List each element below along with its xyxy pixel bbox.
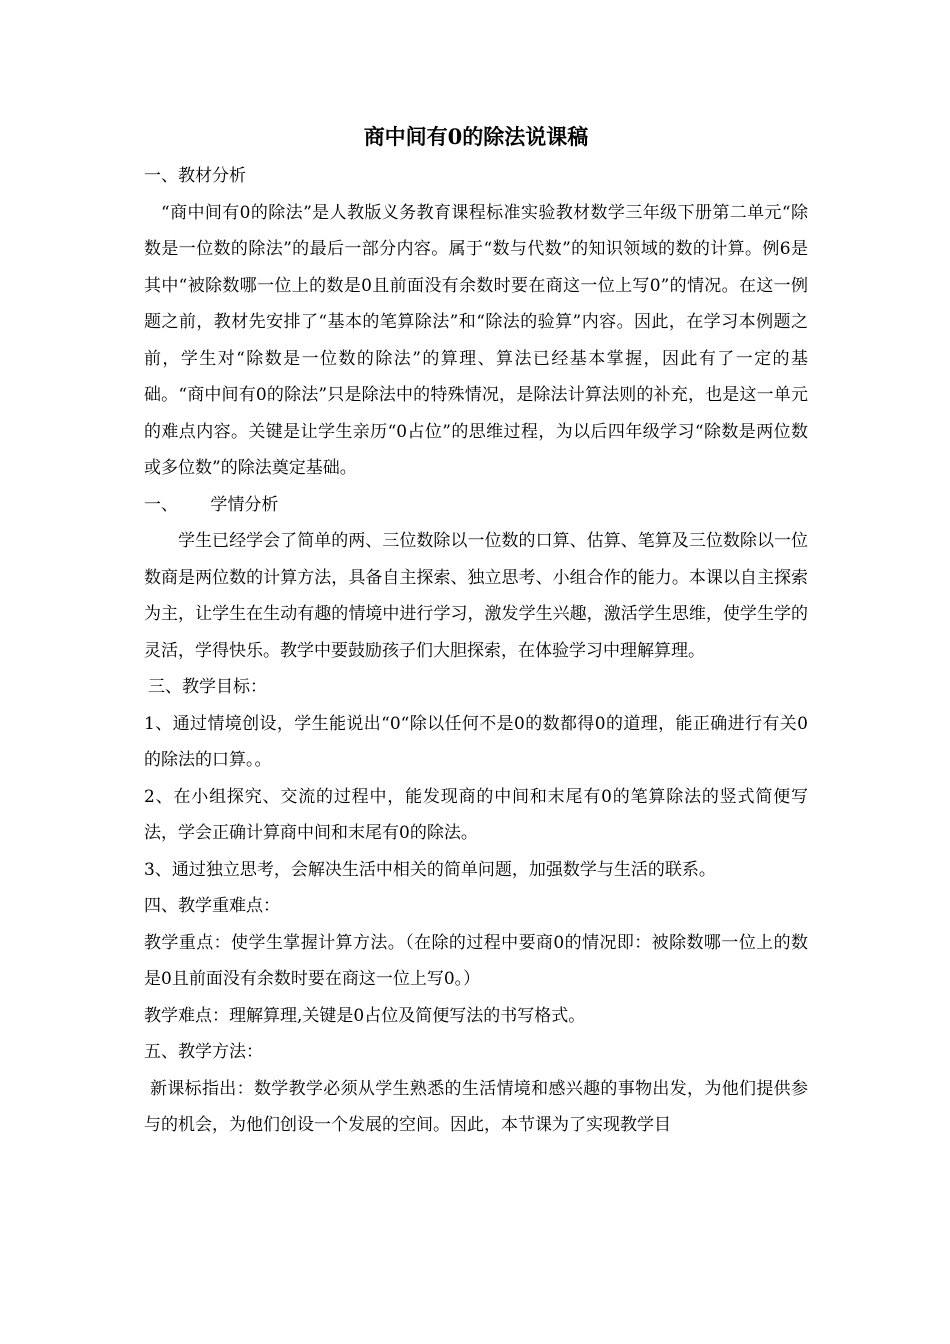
section-heading-textbook-analysis: 一、教材分析 (144, 166, 246, 186)
document-title: 商中间有0的除法说课稿 (363, 124, 589, 149)
section-heading-teaching-goals: 三、教学目标： (148, 677, 267, 697)
paragraph-student-analysis: 学生已经学会了简单的两、三位数除以一位数的口算、估算、笔算及三位数除以一位数商是两位数的计算方法，具备自主探索、独立思考、小组合作的能力。本课以自主探索为主，让学生在生动有趣的情境中进行学习，激发学生兴趣，激活学生思维，使学生学的灵活，学得快乐。教学中要鼓励孩子们大胆探索，在体验学习中理解算理。 (144, 531, 808, 661)
list-item-goal-3: 3、通过独立思考，会解决生活中相关的简单问题，加强数学与生活的联系。 (144, 859, 716, 880)
paragraph-difficult-point: 教学难点：理解算理,关键是0占位及简便写法的书写格式。 (144, 1005, 586, 1026)
document-page (144, 0, 808, 1344)
paragraph-textbook-analysis: “商中间有0的除法”是人教版义务教育课程标准实验教材数学三年级下册第二单元“除数是一位数的除法”的最后一部分内容。属于“数与代数”的知识领域的数的计算。例6是其中“被除数哪一位上的数是0且前面没有余数时要在商这一位上写0”的情况。在这一例题之前，教材先安排了“基本的笔算除法”和“除法的验算”内容。因此，在学习本例题之前，学生对“除数是一位数的除法”的算理、算法已经基本掌握，因此有了一定的基础。“商中间有0的除法”只是除法中的特殊情况，是除法计算法则的补充，也是这一单元的难点内容。关键是让学生亲历“0占位”的思维过程，为以后四年级学习“除数是两位数或多位数”的除法奠定基础。 (144, 202, 808, 478)
paragraph-key-point: 教学重点：使学生掌握计算方法。（在除的过程中要商0的情况即：被除数哪一位上的数是0且前面没有余数时要在商这一位上写0。） (144, 932, 808, 989)
section-heading-student-analysis: 一、 学情分析 (144, 494, 279, 515)
document-body (144, 158, 808, 1144)
section-heading-key-points: 四、教学重难点： (144, 896, 280, 916)
paragraph-teaching-methods: 新课标指出：数学教学必须从学生熟悉的生活情境和感兴趣的事物出发，为他们提供参与的机会，为他们创设一个发展的空间。因此，本节课为了实现教学目 (144, 1078, 808, 1135)
list-item-goal-1: 1、通过情境创设，学生能说出“0“除以任何不是0的数都得0的道理，能正确进行有关0的除法的口算。。 (144, 713, 808, 770)
list-item-goal-2: 2、在小组探究、交流的过程中，能发现商的中间和末尾有0的笔算除法的竖式简便写法，学会正确计算商中间和末尾有0的除法。 (144, 786, 808, 843)
section-heading-teaching-methods: 五、教学方法： (144, 1042, 263, 1062)
